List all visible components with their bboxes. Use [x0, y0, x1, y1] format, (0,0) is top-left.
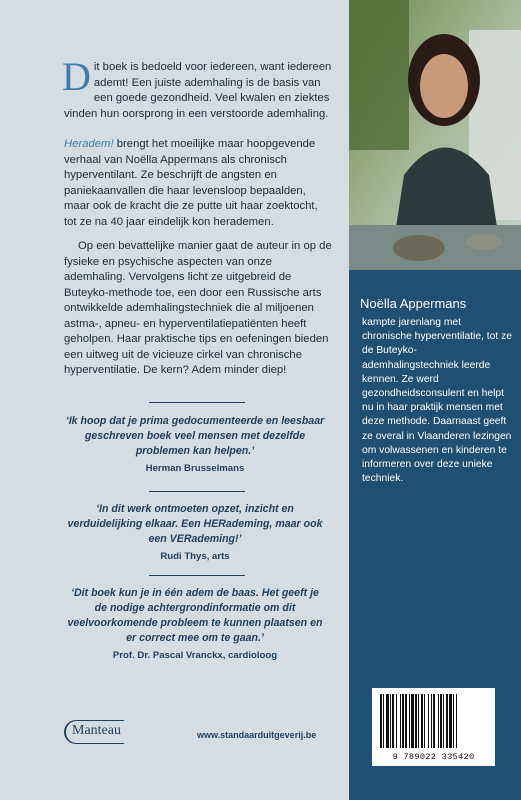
barcode-bar	[392, 694, 394, 748]
quote-3	[64, 586, 326, 661]
quote-author: Rudi Thys, arts	[160, 551, 230, 562]
quote-author: Herman Brusselmans	[145, 463, 245, 474]
barcode-bar	[400, 694, 401, 748]
barcode-bar	[405, 694, 407, 748]
drop-cap: D	[62, 54, 91, 99]
barcode-bar	[446, 694, 448, 748]
barcode-bar	[402, 694, 404, 748]
barcode-bar	[390, 694, 391, 748]
barcode-bars	[378, 694, 489, 748]
book-title: Heradem!	[64, 138, 114, 150]
barcode-bar	[433, 694, 435, 748]
author-bio: kampte jarenlang met chronische hyperventilatie, tot ze de Buteyko-ademhalingstechniek leerde kennen. Ze werd gezondheidsconsulent en helpt nu in haar praktijk mensen met deze methode. Daarnaast geeft ze overal in Vlaanderen lezingen om volwassenen en kinderen te informeren over deze unieke techniek.	[362, 317, 512, 485]
quote-text: ‘Dit boek kun je in één adem de baas. Het geeft je de nodige achtergrondinformatie om dit veelvoorkomende probleem te kunnen plaatsen en er correct mee om te gaan.’	[67, 587, 323, 644]
summary-text: brengt het moeilijke maar hoopgevende verhaal van Noëlla Appermans als chronisch hyperventilant. Ze beschrijft de angsten en paniekaanvallen die haar levensloop bepaalden, maar ook de kracht die ze putte uit haar zoektocht, tot ze na 40 jaar eindelijk kon herademen.	[64, 138, 318, 228]
barcode-bar	[386, 694, 389, 748]
barcode-bar	[383, 694, 384, 748]
divider	[149, 402, 245, 403]
intro-paragraph	[62, 54, 332, 122]
barcode-bar	[428, 694, 429, 748]
divider	[149, 491, 245, 492]
barcode-bar	[418, 694, 419, 748]
publisher-url: www.standaarduitgeverij.be	[197, 730, 317, 740]
author-photo	[349, 0, 521, 270]
quote-2	[64, 502, 326, 562]
summary-paragraph	[64, 137, 332, 230]
author-name: Noëlla Appermans	[360, 296, 467, 311]
barcode-bar	[409, 694, 410, 748]
barcode-bar	[380, 694, 382, 748]
divider	[149, 575, 245, 576]
quote-text: ‘In dit werk ontmoeten opzet, inzicht en verduidelijking elkaar. Een HERademing, maar ook een VERademing!’	[67, 503, 323, 545]
barcode-bar	[449, 694, 452, 748]
quote-author: Prof. Dr. Pascal Vranckx, cardioloog	[112, 650, 278, 661]
barcode-bar	[453, 694, 454, 748]
barcode-bar	[421, 694, 423, 748]
barcode-bar	[438, 694, 439, 748]
barcode-bar	[456, 694, 457, 748]
barcode-bar	[411, 694, 414, 748]
barcode-bar	[415, 694, 417, 748]
isbn-number: 9 789022 335420	[392, 752, 475, 762]
method-paragraph: Op een bevattelijke manier gaat de auteur in op de fysieke en psychische aspecten van onze ademhaling. Vervolgens licht ze uitgebreid de Buteyko-methode toe, een door een Russische arts ontwikkelde ademhalingstechniek die al miljoenen astma-, apneu- en hyperventilatiepatiënten heeft geholpen. Haar praktische tips en oefeningen bieden een uitweg uit de vicieuze cirkel van chronische hyperventilatie. De kern? Adem minder diep!	[64, 240, 332, 376]
intro-text: it boek is bedoeld voor iedereen, want iedereen ademt! Een juiste ademhaling is de basis van een goede gezondheid. Veel kwalen en ziektes vinden hun oorsprong in een verstoorde ademhaling.	[64, 61, 332, 120]
barcode-bar	[424, 694, 425, 748]
barcode-bar	[443, 694, 444, 748]
quote-1	[64, 414, 326, 474]
barcode	[372, 688, 495, 766]
barcode-bar	[396, 694, 397, 748]
barcode-bar	[440, 694, 442, 748]
barcode-bar	[431, 694, 432, 748]
quote-text: ‘Ik hoop dat je prima gedocumenteerde en leesbaar geschreven boek veel mensen met dezelfde problemen kan helpen.’	[65, 415, 325, 457]
publisher-logo-text: Manteau	[72, 723, 121, 738]
